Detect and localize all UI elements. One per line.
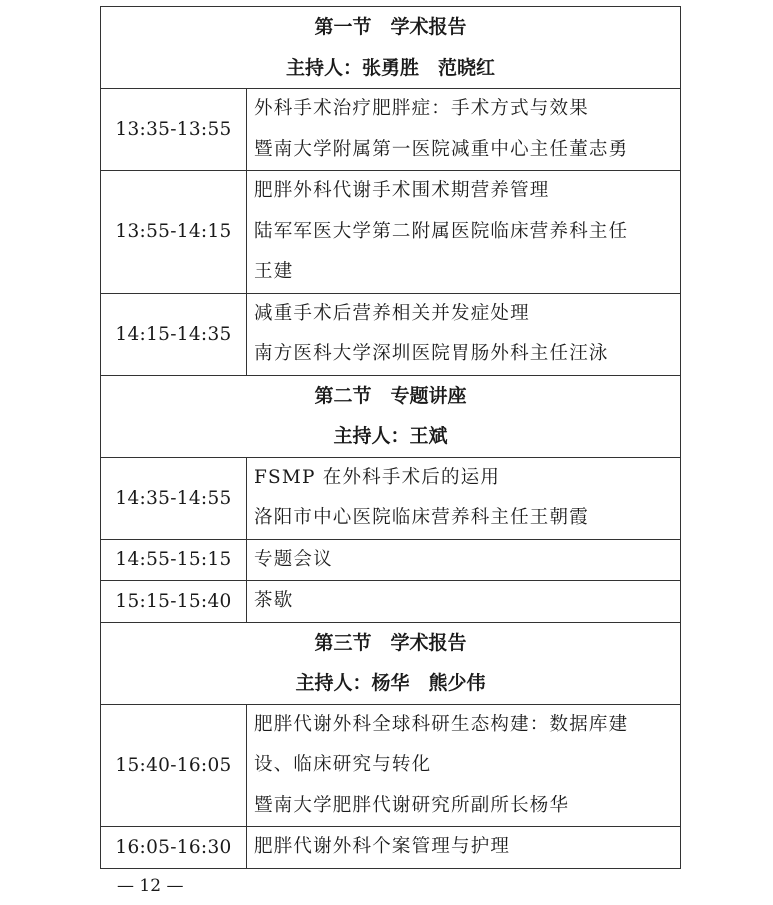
table-row [101,89,681,171]
session-detail [247,457,681,539]
session-detail [247,704,681,827]
session-topic-cont: 设、临床研究与转化 [254,754,432,775]
section-header [101,375,681,457]
session-topic: 外科手术治疗肥胖症：手术方式与效果 [254,98,589,119]
session-topic: 肥胖代谢外科个案管理与护理 [254,836,511,857]
time-slot: 14:15-14:35 [101,293,247,375]
table-row [101,293,681,375]
session-detail [247,171,681,294]
table-row [101,171,681,294]
table-row [101,539,681,581]
session-detail [247,827,681,869]
session-detail [247,293,681,375]
time-slot: 15:40-16:05 [101,704,247,827]
session-detail [247,539,681,581]
schedule-table [100,6,681,869]
page-number: — 12 — [117,876,184,896]
section-header [101,7,681,89]
time-slot: 14:55-15:15 [101,539,247,581]
session-topic: 肥胖外科代谢手术围术期营养管理 [254,180,550,201]
session-topic: 茶歇 [254,590,294,611]
table-row [101,581,681,623]
section-host: 主持人：王斌 [333,425,448,447]
time-slot: 15:15-15:40 [101,581,247,623]
section-host: 主持人：张勇胜 范晓红 [286,56,496,79]
session-speaker-cont: 王建 [254,261,294,282]
time-slot: 14:35-14:55 [101,457,247,539]
session-topic: FSMP 在外科手术后的运用 [254,466,501,488]
section-title: 第一节 学术报告 [314,16,467,38]
time-slot: 13:35-13:55 [101,89,247,171]
section-title: 第三节 学术报告 [314,631,467,654]
time-slot: 16:05-16:30 [101,827,247,869]
section-header [101,622,681,704]
table-row [101,704,681,827]
table-row [101,827,681,869]
session-topic: 专题会议 [254,548,333,570]
section-host: 主持人：杨华 熊少伟 [295,672,486,694]
session-detail [247,581,681,623]
session-speaker: 暨南大学肥胖代谢研究所副所长杨华 [254,794,570,816]
section-title: 第二节 专题讲座 [314,384,467,407]
session-speaker: 暨南大学附属第一医院减重中心主任董志勇 [254,138,629,160]
time-slot: 13:55-14:15 [101,171,247,294]
session-topic: 肥胖代谢外科全球科研生态构建：数据库建 [254,713,629,735]
session-speaker: 陆军军医大学第二附属医院临床营养科主任 [254,220,629,242]
table-row [101,457,681,539]
session-topic: 减重手术后营养相关并发症处理 [254,302,530,324]
session-speaker: 南方医科大学深圳医院胃肠外科主任汪泳 [254,343,609,364]
session-detail [247,89,681,171]
session-speaker: 洛阳市中心医院临床营养科主任王朝霞 [254,507,589,528]
